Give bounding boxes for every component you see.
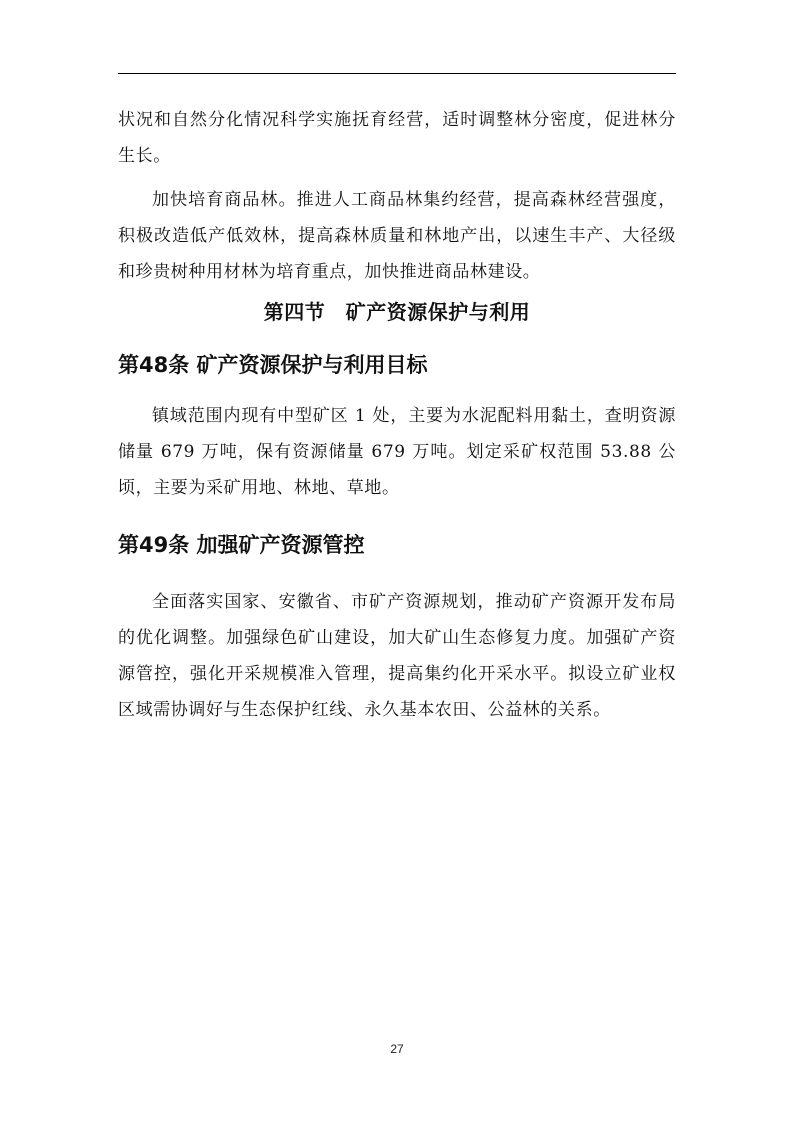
paragraph-forest-tending: 状况和自然分化情况科学实施抚育经营，适时调整林分密度，促进林分生长。 bbox=[118, 110, 676, 166]
page-content bbox=[118, 102, 676, 728]
page-number: 27 bbox=[390, 1042, 404, 1056]
section-title: 第四节 矿产资源保护与利用 bbox=[263, 300, 531, 324]
header-rule bbox=[118, 73, 676, 74]
article-49-body: 全面落实国家、安徽省、市矿产资源规划，推动矿产资源开发布局的优化调整。加强绿色矿山建设，加大矿山生态修复力度。加强矿产资源管控，强化开采规模准入管理，提高集约化开采水平。拟设立矿业权区域需协调好与生态保护红线、永久基本农田、公益林的关系。 bbox=[118, 592, 676, 720]
article-49-title: 第49条 加强矿产资源管控 bbox=[118, 533, 365, 557]
paragraph-commercial-forest: 加快培育商品林。推进人工商品林集约经营，提高森林经营强度，积极改造低产低效林，提高森林质量和林地产出，以速生丰产、大径级和珍贵树种用材林为培育重点，加快推进商品林建设。 bbox=[118, 190, 676, 282]
article-48-title: 第48条 矿产资源保护与利用目标 bbox=[118, 353, 428, 377]
article-48-body: 镇域范围内现有中型矿区 1 处，主要为水泥配料用黏土，查明资源储量 679 万吨，保有资源储量 679 万吨。划定采矿权范围 53.88 公顷，主要为采矿用地、林地、草地。 bbox=[118, 406, 676, 498]
